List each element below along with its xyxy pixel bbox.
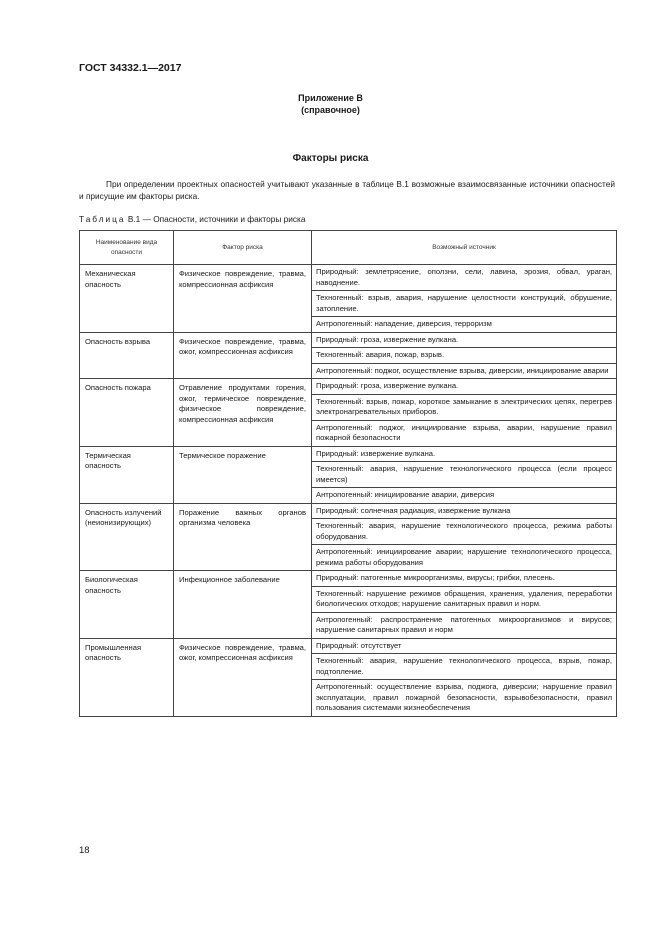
source-cell <box>312 503 617 571</box>
risk-table <box>79 230 617 717</box>
document-header: ГОСТ 34332.1—2017 <box>79 62 182 74</box>
appendix-heading <box>0 92 661 116</box>
hazard-type-cell: Опасность пожара <box>80 379 174 447</box>
source-cell <box>312 571 617 639</box>
source-cell <box>312 265 617 333</box>
source-entry: Антропогенный: инициирование аварии, диверсия <box>312 487 616 503</box>
source-cell <box>312 638 617 716</box>
table-row <box>80 332 617 379</box>
risk-factor-cell: Термическое поражение <box>174 446 312 503</box>
source-cell <box>312 379 617 447</box>
source-entry: Природный: извержение вулкана. <box>316 448 436 458</box>
source-entry: Техногенный: авария, пожар, взрыв. <box>312 347 616 363</box>
table-caption <box>79 214 305 224</box>
hazard-type-cell: Термическая опасность <box>80 446 174 503</box>
section-title: Факторы риска <box>292 153 369 164</box>
table-row <box>80 571 617 639</box>
risk-factor-cell: Отравление продуктами горения, ожог, термическое повреждение, физическое повреждение, компрессионная асфиксия <box>174 379 312 447</box>
source-entry: Антропогенный: распространение патогенных микроорганизмов и вирусов; нарушение санитарных правил и норм <box>312 612 616 638</box>
table-row <box>80 265 617 333</box>
appendix-subtitle: (справочное) <box>301 105 360 115</box>
table-row <box>80 446 617 503</box>
source-entry: Техногенный: нарушение режимов обращения, хранения, удаления, переработки биологических отходов; нарушение санитарных правил и норм. <box>312 586 616 612</box>
table-caption-text: В.1 — Опасности, источники и факторы риска <box>127 214 306 224</box>
source-entry: Техногенный: взрыв, пожар, короткое замыкание в электрических цепях, перегрев электронагревательных приборов. <box>312 394 616 420</box>
table-row <box>80 503 617 571</box>
hazard-type-cell: Биологическая опасность <box>80 571 174 639</box>
risk-factor-cell: Физическое повреждение, травма, ожог, компрессионная асфиксия <box>174 332 312 379</box>
source-cell <box>312 332 617 379</box>
source-entry: Природный: землетрясение, оползни, сели, лавина, эрозия, обвал, ураган, наводнение. <box>316 267 612 287</box>
table-header-row <box>80 231 617 265</box>
column-header-source: Возможный источник <box>312 231 617 265</box>
risk-factor-cell: Физическое повреждение, травма, компрессионная асфиксия <box>174 265 312 333</box>
table-body <box>80 265 617 717</box>
column-header-risk-factor: Фактор риска <box>174 231 312 265</box>
column-header-hazard-type: Наименование вида опасности <box>80 231 174 265</box>
hazard-type-cell: Опасность взрыва <box>80 332 174 379</box>
source-entry: Природный: гроза, извержение вулкана. <box>316 334 459 344</box>
source-entry: Антропогенный: поджог, осуществление взрыва, диверсии, инициирование аварии <box>312 363 616 379</box>
source-entry: Антропогенный: нападение, диверсия, терроризм <box>312 316 616 332</box>
source-entry: Природный: отсутствует <box>316 640 402 650</box>
risk-factor-cell: Инфекционное заболевание <box>174 571 312 639</box>
source-entry: Техногенный: авария, нарушение технологического процесса, взрыв, пожар, подтопление. <box>312 653 616 679</box>
source-entry: Антропогенный: инициирование аварии; нарушение технологического процесса, режима работы оборудования <box>312 544 616 570</box>
page-number: 18 <box>79 845 90 856</box>
hazard-type-cell: Механическая опасность <box>80 265 174 333</box>
source-entry: Антропогенный: поджог, инициирование взрыва, аварии, нарушение правил пожарной безопасности <box>312 420 616 446</box>
source-entry: Техногенный: взрыв, авария, нарушение целостности конструкций, обрушение, затопление. <box>312 290 616 316</box>
source-entry: Природный: патогенные микроорганизмы, вирусы; грибки, плесень. <box>316 573 555 582</box>
risk-factor-cell: Физическое повреждение, травма, ожог, компрессионная асфиксия <box>174 638 312 716</box>
hazard-type-cell: Опасность излучений (неионизирующих) <box>80 503 174 571</box>
source-entry: Антропогенный: осуществление взрыва, поджога, диверсии; нарушение правил эксплуатации, правил пожарной безопасности, взрывобезопасности, правил пользования системами жизнеобеспечения <box>312 679 616 716</box>
table-caption-label: Таблица <box>79 214 126 224</box>
intro-paragraph: При определении проектных опасностей учитывают указанные в таблице В.1 возможные взаимосвязанные источники опасностей и присущие им факторы риска. <box>79 179 615 201</box>
source-entry: Техногенный: авария, нарушение технологического процесса, режима работы оборудования. <box>312 518 616 544</box>
hazard-type-cell: Промышленная опасность <box>80 638 174 716</box>
source-entry: Природный: солнечная радиация, извержение вулкана <box>316 505 511 515</box>
source-entry: Природный: гроза, извержение вулкана. <box>316 381 459 390</box>
table-row <box>80 638 617 716</box>
risk-factor-cell: Поражение важных органов организма человека <box>174 503 312 571</box>
source-entry: Техногенный: авария, нарушение технологического процесса (если процесс имеется) <box>312 461 616 487</box>
source-cell <box>312 446 617 503</box>
table-row <box>80 379 617 447</box>
appendix-title: Приложение В <box>298 93 363 103</box>
